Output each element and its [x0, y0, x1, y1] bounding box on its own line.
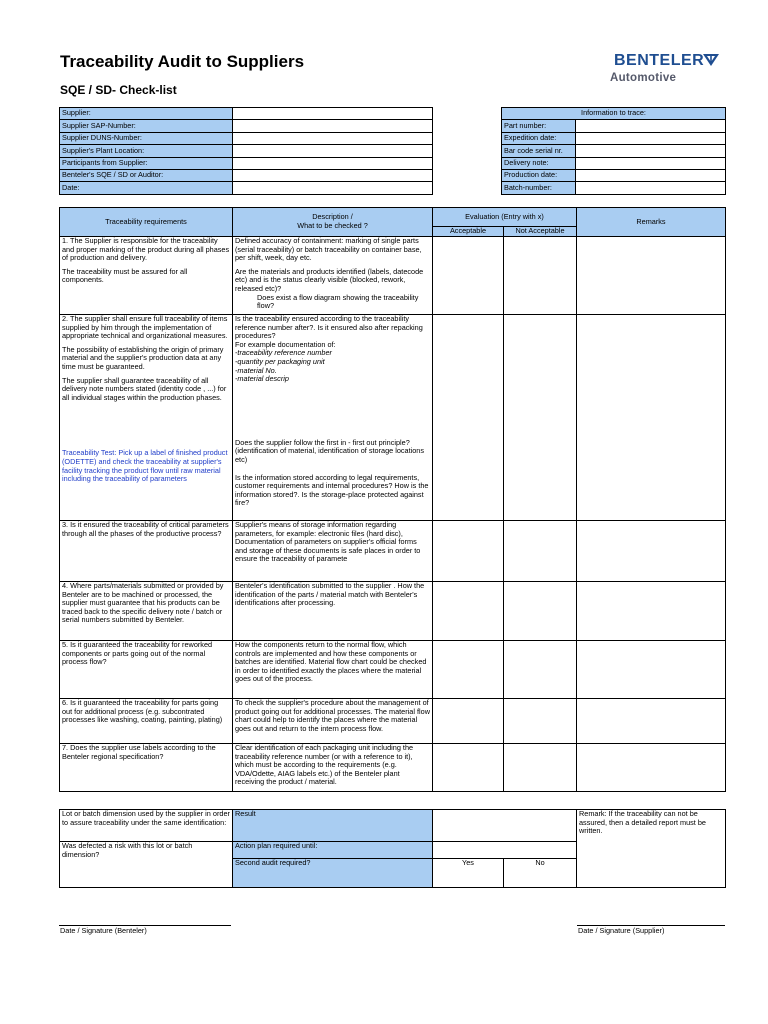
requirement-cell: 5. Is it guaranteed the traceability for reworked components or parts going out of the normal process flow? [60, 641, 233, 699]
checklist-row [60, 699, 726, 744]
description-text: Are the materials and products identified (labels, datecode etc) and is the status clearly visible (blocked, rework, released etc)? [235, 266, 424, 293]
requirement-cell: 6. Is it guaranteed the traceability for parts going out for additional process (e.g. subcontrated processes like washing, coating, painting, plating) [60, 699, 233, 744]
date-label: Date: [60, 182, 233, 194]
requirement-text: The possibility of establishing the origin of primary material and the supplier's production data at any time must be guaranteed. [62, 344, 224, 371]
description-cell: To check the supplier's procedure about the management of product going out for additional processes. The material flow chart could help to identify the places where the material goes out and return to the intern process flow. [233, 699, 433, 744]
col-not-acceptable-header: Not Acceptable [504, 227, 577, 237]
requirement-text: 2. The supplier shall ensure full traceability of items supplied by him through the implementation of appropriate technical and organizational measures. [62, 314, 228, 341]
not-acceptable-cell[interactable] [504, 744, 577, 792]
delivery-note-label: Delivery note: [502, 157, 576, 169]
description-cell [233, 237, 433, 315]
requirement-cell: 7. Does the supplier use labels according to the Benteler regional specification? [60, 744, 233, 792]
col-requirements-header: Traceability requirements [60, 208, 233, 237]
requirement-cell: 3. Is it ensured the traceability of critical parameters through all the phases of the productive process? [60, 521, 233, 582]
supplier-sap-field[interactable] [233, 120, 433, 132]
result-table [59, 809, 726, 888]
checklist-row [60, 237, 726, 315]
part-number-label: Part number: [502, 120, 576, 132]
not-acceptable-cell[interactable] [504, 582, 577, 641]
bar-code-field[interactable] [576, 145, 726, 157]
checklist-table [59, 207, 726, 792]
not-acceptable-cell[interactable] [504, 315, 577, 521]
remarks-cell[interactable] [577, 315, 726, 521]
auditor-label: Benteler's SQE / SD or Auditor: [60, 169, 233, 181]
remarks-cell[interactable] [577, 521, 726, 582]
delivery-note-field[interactable] [576, 157, 726, 169]
plant-location-label: Supplier's Plant Location: [60, 145, 233, 157]
expedition-date-field[interactable] [576, 132, 726, 144]
requirement-text: The traceability must be assured for all components. [62, 266, 188, 285]
col-acceptable-header: Acceptable [433, 227, 504, 237]
description-cell [233, 315, 433, 521]
batch-number-field[interactable] [576, 182, 726, 194]
participants-label: Participants from Supplier: [60, 157, 233, 169]
checklist-row [60, 521, 726, 582]
brand-logo-name: BENTELER [614, 52, 705, 69]
col-description-line2: What to be checked ? [297, 221, 368, 230]
action-plan-field[interactable] [433, 842, 577, 859]
acceptable-cell[interactable] [433, 744, 504, 792]
description-text: Is the traceability ensured according to the traceability reference number after?. Is it ensured also after repacking procedures? [235, 314, 423, 341]
signature-label-benteler: Date / Signature (Benteler) [60, 926, 147, 935]
supplier-field[interactable] [233, 108, 433, 120]
trace-info-table [501, 107, 726, 195]
description-list-item: -material No. [235, 365, 277, 375]
remarks-cell[interactable] [577, 582, 726, 641]
lot-dimension-question: Lot or batch dimension used by the supplier in order to assure traceability under the same identification: [60, 810, 233, 842]
plant-location-field[interactable] [233, 145, 433, 157]
description-text: Defined accuracy of containment: marking of single parts (serial traceability) or batch traceability on container base, per shift, week, day etc. [235, 236, 422, 263]
part-number-field[interactable] [576, 120, 726, 132]
acceptable-cell[interactable] [433, 641, 504, 699]
auditor-field[interactable] [233, 169, 433, 181]
remark-note: Remark: If the traceability can not be assured, then a detailed report must be written. [577, 810, 726, 888]
remarks-cell[interactable] [577, 237, 726, 315]
checklist-row [60, 315, 726, 521]
bar-code-label: Bar code serial nr. [502, 145, 576, 157]
second-audit-label: Second audit required? [233, 859, 433, 888]
participants-field[interactable] [233, 157, 433, 169]
col-description-header [233, 208, 433, 237]
supplier-label: Supplier: [60, 108, 233, 120]
page-title: Traceability Audit to Suppliers [60, 52, 305, 71]
col-evaluation-header: Evaluation (Entry with x) [433, 208, 577, 227]
checklist-row [60, 582, 726, 641]
description-cell: How the components return to the normal flow, which controls are implemented and how these components or batches are identified. Material flow chart could be checked in order to identified exactly the places where the material goes out of the process. [233, 641, 433, 699]
brand-logo-tagline: Automotive [610, 72, 677, 84]
not-acceptable-cell[interactable] [504, 521, 577, 582]
acceptable-cell[interactable] [433, 699, 504, 744]
requirement-cell: 4. Where parts/materials submitted or provided by Benteler are to be machined or processed, the supplier must guarantee that his products can be traced back to the specific delivery note / batch or serial numbers submitted by Benteler. [60, 582, 233, 641]
supplier-sap-label: Supplier SAP-Number: [60, 120, 233, 132]
description-cell: Clear identification of each packaging unit including the traceability reference number (or with a reference to it), which must be according to the requirements (e.g. VDA/Odette, AIAG labels etc.) of the Benteler plant receiving the product / material. [233, 744, 433, 792]
batch-number-label: Batch-number: [502, 182, 576, 194]
checklist-row [60, 744, 726, 792]
requirement-cell [60, 237, 233, 315]
expedition-date-label: Expedition date: [502, 132, 576, 144]
description-text: For example documentation of: [235, 339, 336, 349]
remarks-cell[interactable] [577, 744, 726, 792]
checklist-row [60, 641, 726, 699]
acceptable-cell[interactable] [433, 521, 504, 582]
acceptable-cell[interactable] [433, 582, 504, 641]
remarks-cell[interactable] [577, 699, 726, 744]
page-subtitle: SQE / SD- Check-list [60, 83, 177, 97]
col-description-line1: Description / [312, 212, 353, 222]
acceptable-cell[interactable] [433, 315, 504, 521]
description-text: Does exist a flow diagram showing the traceability flow? [257, 292, 419, 311]
not-acceptable-cell[interactable] [504, 641, 577, 699]
requirement-text: 1. The Supplier is responsible for the traceability and proper marking of the product during all phases of production and delivery. [62, 236, 230, 263]
supplier-duns-field[interactable] [233, 132, 433, 144]
col-remarks-header: Remarks [577, 208, 726, 237]
production-date-label: Production date: [502, 169, 576, 181]
requirement-text: The supplier shall guarantee traceability of all delivery note numbers stated (identity code , ...) for all individual stages within the production phases. [62, 375, 227, 402]
description-text: Is the information stored according to legal requirements, customer requirements and internal procedures? How is the information stored?. Is the storage-place protected against fire? [235, 472, 429, 508]
trace-info-header: Information to trace: [502, 108, 726, 120]
description-list-item: -traceability reference number [235, 348, 332, 358]
not-acceptable-cell[interactable] [504, 237, 577, 315]
requirement-cell [60, 315, 233, 521]
description-list-item: -material descrip [235, 374, 289, 384]
supplier-duns-label: Supplier DUNS-Number: [60, 132, 233, 144]
description-cell: Supplier's means of storage information regarding parameters, for example: electronic files (hard disc), Documentation of parameters on supplier's official forms and storage of these documents is safe places in order to ensure the traceability of paramete [233, 521, 433, 582]
acceptable-cell[interactable] [433, 237, 504, 315]
result-field[interactable] [433, 810, 577, 842]
action-plan-label: Action plan required until: [233, 842, 433, 859]
brand-logo-icon [703, 54, 719, 66]
second-audit-yes[interactable]: Yes [433, 859, 504, 888]
traceability-test-text: Traceability Test: Pick up a label of finished product (ODETTE) and check the traceability at supplier's facility tracking the product flow until raw material including the traceability of parameters [62, 448, 228, 484]
result-label: Result [233, 810, 433, 842]
description-text: Does the supplier follow the first in - first out principle? (identification of material, identification of storage locations etc) [235, 437, 425, 464]
signature-label-supplier: Date / Signature (Supplier) [578, 926, 665, 935]
description-cell: Benteler's identification submitted to the supplier . How the identification of the parts / material match with Benteler's identifications after processing. [233, 582, 433, 641]
date-field[interactable] [233, 182, 433, 194]
risk-question: Was defected a risk with this lot or batch dimension? [60, 842, 233, 888]
supplier-info-table [59, 107, 433, 195]
description-list-item: -quantity per packaging unit [235, 356, 325, 366]
production-date-field[interactable] [576, 169, 726, 181]
not-acceptable-cell[interactable] [504, 699, 577, 744]
second-audit-no[interactable]: No [504, 859, 577, 888]
remarks-cell[interactable] [577, 641, 726, 699]
